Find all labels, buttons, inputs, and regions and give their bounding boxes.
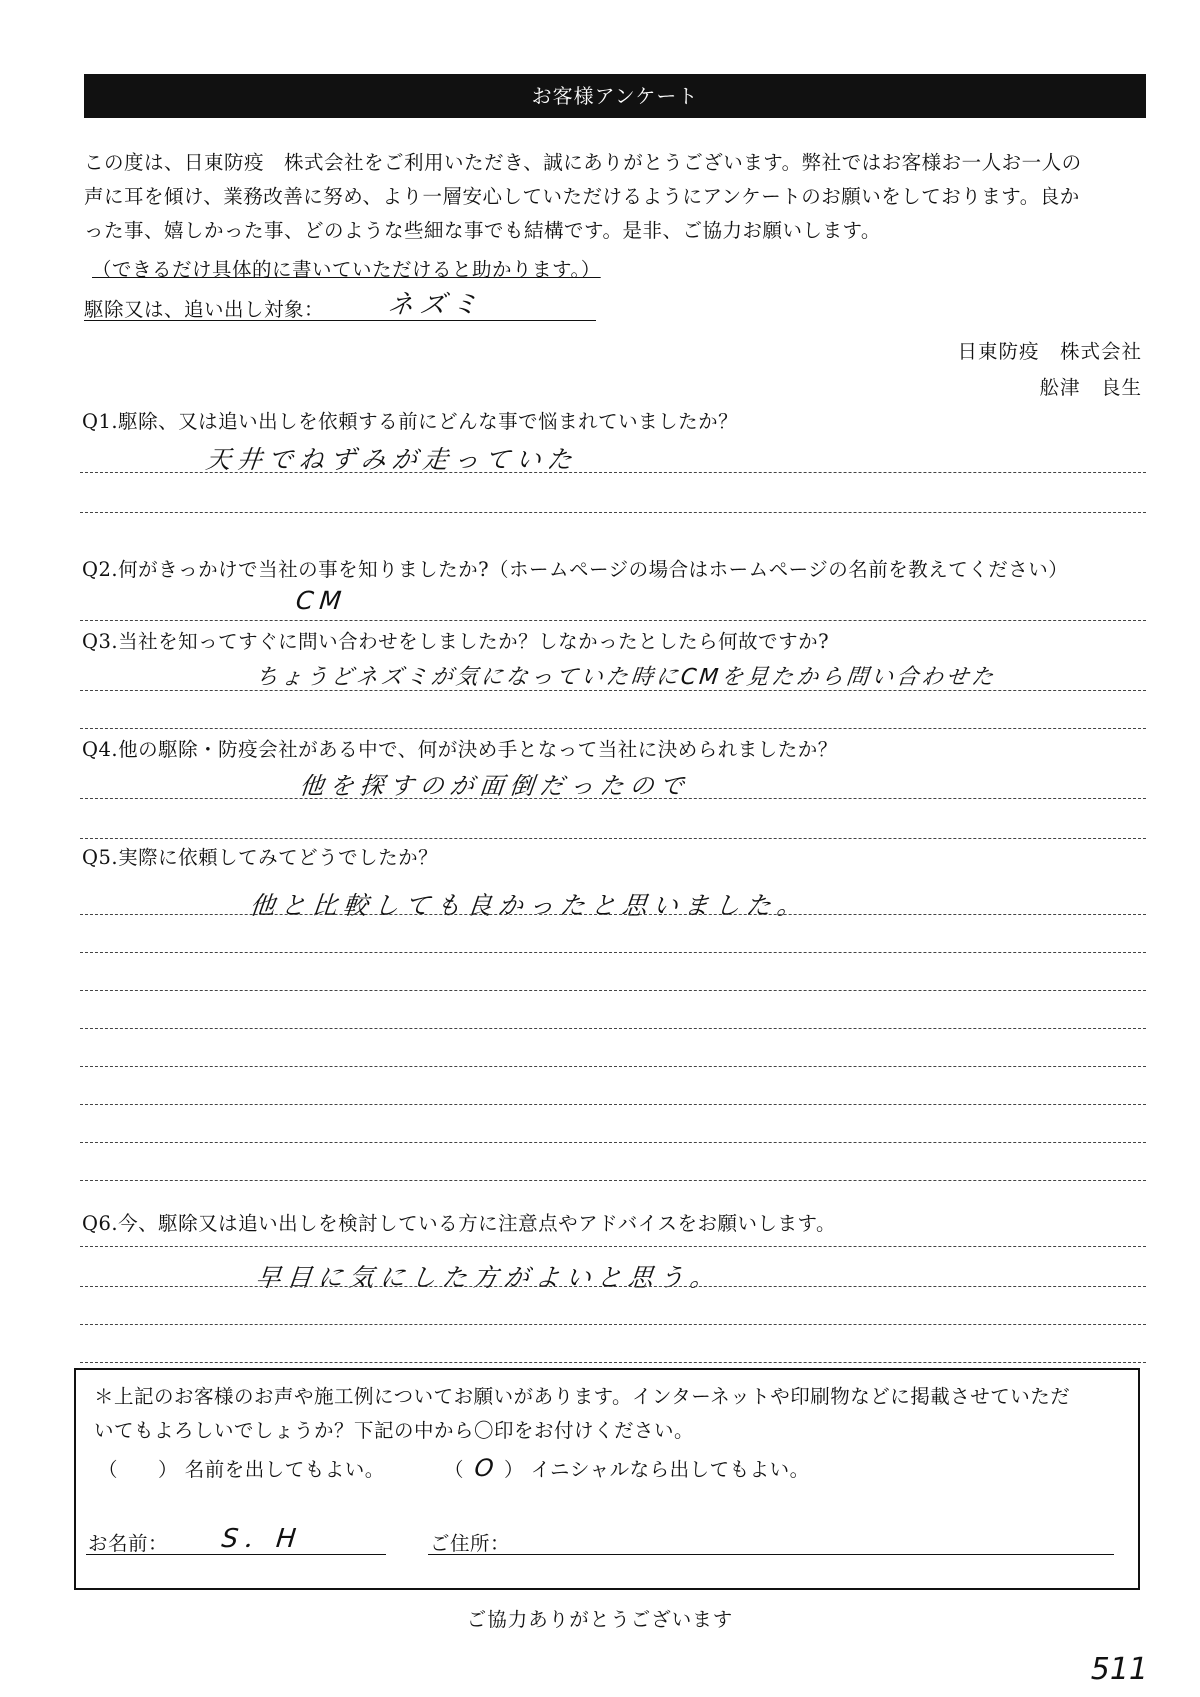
answer-line xyxy=(80,1286,1146,1287)
question-1-label: Q1.駆除、又は追い出しを依頼する前にどんな事で悩まれていましたか？ xyxy=(82,410,739,433)
answer-line xyxy=(80,1362,1146,1363)
question-2-label: Q2.何がきっかけで当社の事を知りましたか?（ホームページの場合はホームページの名前を教えてください） xyxy=(82,558,1069,581)
consent-text xyxy=(94,1380,1130,1448)
intro-line: った事、嬉しかった事、どのような些細な事でも結構です。是非、ご協力お願いします。 xyxy=(84,219,881,242)
answer-line xyxy=(80,952,1146,953)
intro-line: 声に耳を傾け、業務改善に努め、より一層安心していただけるようにアンケートのお願いをしております。良か xyxy=(84,185,1080,208)
consent-option-name[interactable] xyxy=(98,1454,385,1482)
answer-line xyxy=(80,914,1146,915)
consent-line: ＊上記のお客様のお声や施工例についてお願いがあります。インターネットや印刷物などに掲載させていただ xyxy=(94,1385,1071,1408)
company-name: 日東防疫 株式会社 xyxy=(957,340,1142,363)
question-5-answer[interactable]: 他と比較しても良かったと思いました。 xyxy=(248,891,810,920)
name-label: お名前： xyxy=(88,1532,169,1555)
answer-line xyxy=(80,1066,1146,1067)
question-5-label: Q5.実際に依頼してみてどうでしたか？ xyxy=(82,846,439,869)
question-3-answer[interactable]: ちょうどネズミが気になっていた時にCMを見たから問い合わせた xyxy=(254,665,998,690)
page-number: 511 xyxy=(1090,1652,1148,1687)
option-paren-close: ） xyxy=(158,1458,179,1481)
option-2-mark[interactable]: O xyxy=(473,1454,495,1482)
answer-line xyxy=(80,472,1146,473)
option-paren-close: ） xyxy=(504,1458,525,1481)
option-paren-open: （ xyxy=(98,1458,119,1481)
staff-name: 舩津 良生 xyxy=(1039,376,1142,399)
question-6-answer[interactable]: 早目に気にした方がよいと思う。 xyxy=(254,1263,723,1292)
answer-line xyxy=(80,1324,1146,1325)
consent-line: いてもよろしいでしょうか？下記の中から〇印をお付けください。 xyxy=(94,1419,695,1442)
intro-text xyxy=(84,146,1150,248)
option-2-label: イニシャルなら出してもよい。 xyxy=(530,1458,810,1481)
name-value[interactable]: S．H xyxy=(220,1524,304,1554)
option-paren-open: （ xyxy=(444,1458,465,1481)
answer-line xyxy=(80,838,1146,839)
target-label: 駆除又は、追い出し対象： xyxy=(84,298,325,321)
thanks-message: ご協力ありがとうございます xyxy=(466,1608,734,1631)
answer-line xyxy=(80,798,1146,799)
name-underline xyxy=(86,1554,386,1555)
question-6-label: Q6.今、駆除又は追い出しを検討している方に注意点やアドバイスをお願いします。 xyxy=(82,1212,836,1235)
address-label: ご住所： xyxy=(430,1532,511,1555)
question-4-answer[interactable]: 他を探すのが面倒だったので xyxy=(298,772,692,800)
intro-line: この度は、日東防疫 株式会社をご利用いただき、誠にありがとうございます。弊社ではお客様お一人お一人の xyxy=(84,151,1082,174)
consent-option-initial[interactable] xyxy=(444,1454,810,1482)
answer-line xyxy=(80,1180,1146,1181)
intro-note: （できるだけ具体的に書いていただけると助かります。） xyxy=(92,258,601,281)
answer-line xyxy=(80,690,1146,691)
answer-line xyxy=(80,1142,1146,1143)
answer-line xyxy=(80,1104,1146,1105)
answer-line xyxy=(80,1028,1146,1029)
target-answer[interactable]: ネズミ xyxy=(386,290,486,320)
answer-line xyxy=(80,620,1146,621)
question-4-label: Q4.他の駆除・防疫会社がある中で、何が決め手となって当社に決められましたか？ xyxy=(82,738,838,761)
question-2-answer[interactable]: CM xyxy=(294,586,349,615)
option-1-label: 名前を出してもよい。 xyxy=(184,1458,385,1481)
question-3-label: Q3.当社を知ってすぐに問い合わせをしましたか？しなかったとしたら何故ですか? xyxy=(82,630,830,653)
address-underline xyxy=(428,1554,1114,1555)
target-underline xyxy=(84,320,596,321)
survey-title: お客様アンケート xyxy=(84,74,1146,118)
answer-line xyxy=(80,728,1146,729)
answer-line xyxy=(80,990,1146,991)
answer-line xyxy=(80,512,1146,513)
question-1-answer[interactable]: 天井でねずみが走っていた xyxy=(204,445,580,474)
answer-line xyxy=(80,1246,1146,1247)
